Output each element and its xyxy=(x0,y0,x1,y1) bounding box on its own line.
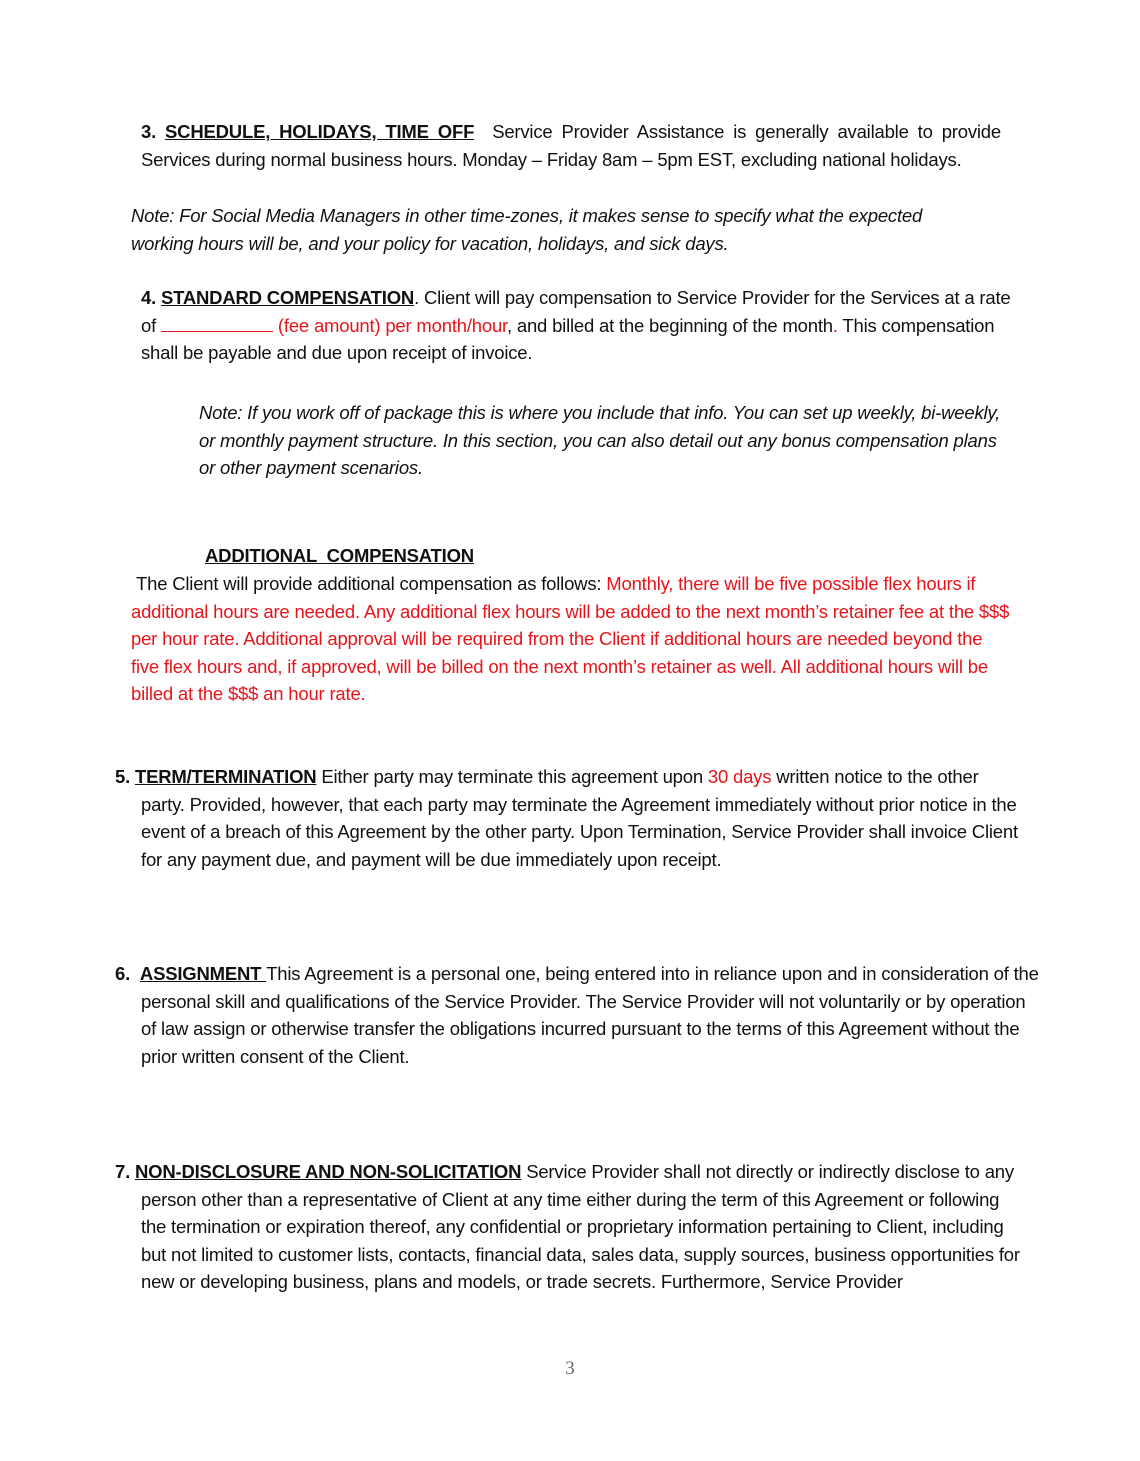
section-6-assignment xyxy=(115,960,1041,1070)
section-body: . Client will pay compensation to Service Provider for the Services at a rate of xyxy=(141,287,1011,336)
section-body-2: , and billed at the beginning of the month xyxy=(507,314,833,336)
fee-blank-line xyxy=(161,313,273,332)
page-number: 3 xyxy=(565,1358,575,1379)
additional-compensation-heading: ADDITIONAL COMPENSATION xyxy=(205,545,474,566)
section-7-non-disclosure xyxy=(115,1158,1021,1296)
section-3-note: Note: For Social Media Managers in other time-zones, it makes sense to specify what the expected working hours will be, and your policy for vacation, holidays, and sick days. xyxy=(131,205,923,254)
section-number: 7. xyxy=(115,1161,131,1182)
red-text: Monthly, there will be five possible flex hours if additional hours are needed. Any additional flex hours will be added to the next month’s retainer fee at the $$$ per hour rate. Additional approval will be required from the Client if additional hours are needed beyond the five flex hours and, if approved, will be billed on the next month’s retainer as well. All additional hours will be billed at the $$$ an hour rate. xyxy=(131,573,1010,704)
section-heading: SCHEDULE, HOLIDAYS, TIME OFF xyxy=(165,121,475,142)
section-heading: TERM/TERMINATION xyxy=(134,766,317,787)
section-body: Service Provider shall not directly or indirectly disclose to any person other than a representative of Client at any time either during the term of this Agreement or following the termination or expiration thereof, any confidential or proprietary information pertaining to Client, including but not limited to customer lists, contacts, financial data, sales data, supply sources, business opportunities for new or developing business, plans and models, or trade secrets. Furthermore, Service Provider xyxy=(141,1161,1020,1292)
section-body: Service Provider Assistance is generally available to provide Services during normal business hours. Monday – Friday 8am – 5pm EST, excluding national holidays. xyxy=(141,121,1001,170)
section-heading: NON-DISCLOSURE AND NON-SOLICITATION xyxy=(134,1161,522,1182)
section-3-schedule xyxy=(141,118,1001,173)
section-body-3: This compensation shall be payable and due upon receipt of invoice. xyxy=(141,314,995,363)
body-text: The Client will provide additional compensation as follows: xyxy=(136,573,607,594)
section-number: 4. xyxy=(141,287,157,308)
section-number: 6. xyxy=(115,963,131,984)
section-number: 5. xyxy=(115,766,131,787)
section-4-note: Note: If you work off of package this is where you include that info. You can set up weekly, bi-weekly, or monthly payment structure. In this section, you can also detail out any bonus compensation plans or other payment scenarios. xyxy=(199,402,1001,478)
section-5-term xyxy=(115,763,1021,873)
section-body-2: written notice to the other party. Provided, however, that each party may terminate the Agreement immediately without prior notice in the event of a breach of this Agreement by the other party. Upon Termination, Service Provider shall invoice Client for any payment due, and payment will be due immediately upon receipt. xyxy=(141,766,1018,870)
section-heading: ASSIGNMENT xyxy=(139,963,267,984)
red-period: . xyxy=(832,314,838,336)
section-body: This Agreement is a personal one, being entered into in reliance upon and in consideration of the personal skill and qualifications of the Service Provider. The Service Provider will not voluntarily or by operation of law assign or otherwise transfer the obligations incurred pursuant to the terms of this Agreement without the prior written consent of the Client. xyxy=(141,963,1039,1067)
section-number: 3. xyxy=(141,121,157,142)
section-body: Either party may terminate this agreement upon xyxy=(316,766,708,787)
section-heading: STANDARD COMPENSATION xyxy=(160,287,415,308)
additional-compensation-body xyxy=(131,570,1011,708)
fee-amount-placeholder: (fee amount) per month/hour xyxy=(277,314,507,336)
notice-days: 30 days xyxy=(707,766,772,787)
section-4-compensation xyxy=(141,284,1011,367)
